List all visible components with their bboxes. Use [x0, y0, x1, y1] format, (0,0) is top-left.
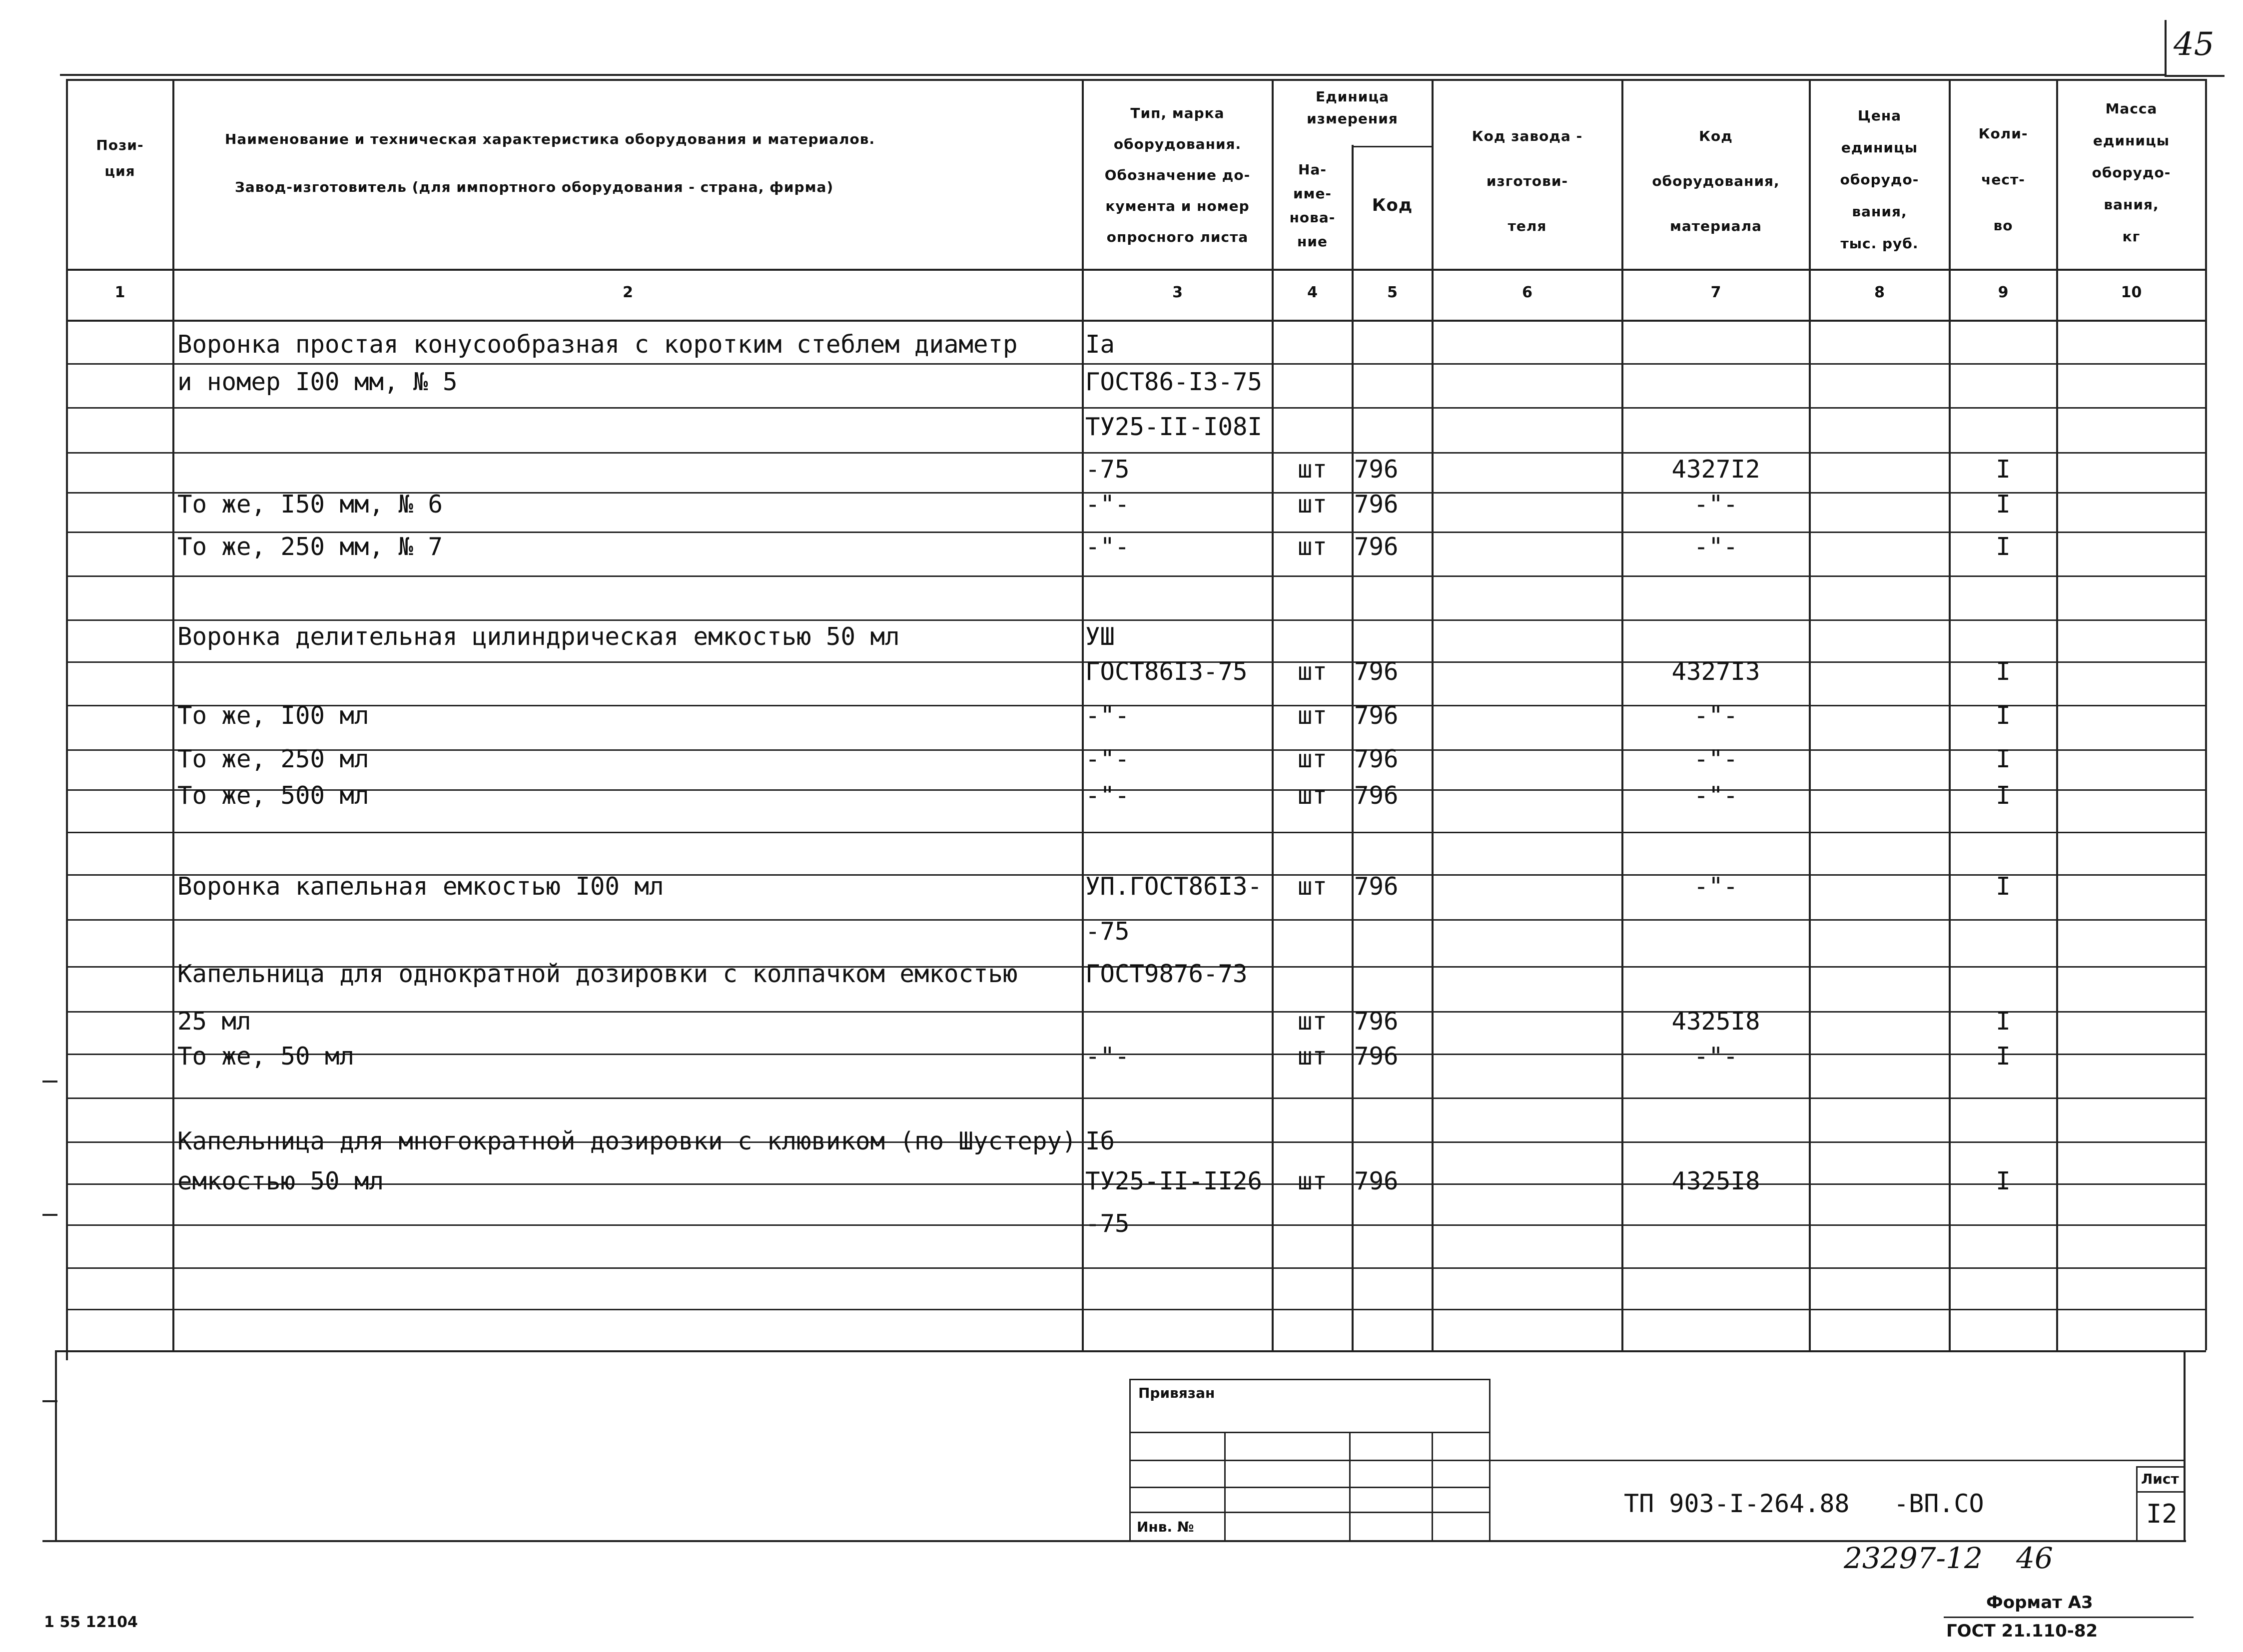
row-divider — [67, 1224, 2206, 1226]
cell-unit: шт — [1297, 455, 1327, 484]
cell-type: ГОСТ9876-73 — [1085, 960, 1248, 988]
cell-name: То же, 250 мм, № 7 — [177, 533, 443, 561]
row-divider — [67, 1098, 2206, 1099]
row-divider — [67, 749, 2206, 751]
row-divider — [67, 1011, 2206, 1013]
row-divider — [67, 575, 2206, 577]
cell-unit-code: 796 — [1354, 781, 1399, 810]
col-number-1: 1 — [114, 284, 125, 301]
page-number-hand: 45 — [2174, 26, 2215, 63]
cell-type: Iа — [1085, 330, 1115, 359]
row-divider — [67, 407, 2206, 409]
cell-unit-code: 796 — [1354, 1167, 1399, 1195]
stamp-privyazan: Привязан — [1138, 1385, 1215, 1401]
cell-unit: шт — [1297, 701, 1327, 730]
hand-page: 46 — [2016, 1541, 2053, 1575]
cell-type: -"- — [1085, 533, 1130, 561]
col-number-7: 7 — [1710, 284, 1721, 301]
cell-equip-code: -"- — [1693, 872, 1738, 901]
cell-equip-code: 4327I3 — [1671, 657, 1760, 686]
header-col-equip-code: Код оборудования, материала — [1652, 128, 1780, 234]
cell-type: -"- — [1085, 745, 1130, 773]
cell-qty: I — [1996, 657, 2011, 686]
cell-type: -"- — [1085, 490, 1130, 519]
row-divider — [67, 452, 2206, 454]
row-divider — [67, 1267, 2206, 1269]
cell-type: -"- — [1085, 781, 1130, 810]
cell-type: ГОСТ86I3-75 — [1085, 657, 1248, 686]
doc-code: ТП 903-I-264.88 — [1624, 1489, 1850, 1518]
col-number-6: 6 — [1522, 284, 1532, 301]
cell-qty: I — [1996, 781, 2011, 810]
cell-qty: I — [1996, 490, 2011, 519]
table-left-border — [66, 79, 68, 1360]
col-number-9: 9 — [1998, 284, 2009, 301]
cell-unit: шт — [1297, 657, 1327, 686]
cell-type: -"- — [1085, 1042, 1130, 1071]
cell-name: То же, 500 мл — [177, 781, 369, 810]
header-col-position: Пози- ция — [96, 137, 144, 179]
list-label: Лист — [2141, 1471, 2179, 1487]
cell-equip-code: -"- — [1693, 781, 1738, 810]
cell-qty: I — [1996, 1007, 2011, 1036]
cell-equip-code: -"- — [1693, 745, 1738, 773]
cell-name: То же, I50 мм, № 6 — [177, 490, 443, 519]
cell-equip-code: 4325I8 — [1671, 1167, 1760, 1195]
cell-qty: I — [1996, 455, 2011, 484]
cell-name: Капельница для многократной дозировки с клювиком (по Шустеру) — [177, 1127, 1077, 1155]
header-col-unit-code: Код — [1372, 195, 1413, 215]
cell-unit-code: 796 — [1354, 872, 1399, 901]
cell-unit: шт — [1297, 533, 1327, 561]
col-number-8: 8 — [1874, 284, 1885, 301]
cell-name: Воронка капельная емкостью I00 мл — [177, 872, 664, 901]
cell-name: То же, I00 мл — [177, 701, 369, 730]
cell-type: -75 — [1085, 1209, 1130, 1238]
cell-unit-code: 796 — [1354, 1042, 1399, 1071]
cell-unit-code: 796 — [1354, 533, 1399, 561]
cell-qty: I — [1996, 872, 2011, 901]
cell-unit-code: 796 — [1354, 657, 1399, 686]
cell-name: То же, 50 мл — [177, 1042, 355, 1071]
cell-equip-code: -"- — [1693, 490, 1738, 519]
cell-unit: шт — [1297, 872, 1327, 901]
header-col-unit-group: Единица измерения — [1307, 88, 1398, 127]
cell-type: ТУ25-II-I08I — [1085, 413, 1263, 441]
cell-unit-code: 796 — [1354, 455, 1399, 484]
col-number-2: 2 — [623, 284, 633, 301]
row-divider — [67, 832, 2206, 833]
header-col-type: Тип, марка оборудования. Обозначение до- кумента и номер опросного листа — [1104, 105, 1251, 245]
cell-unit: шт — [1297, 781, 1327, 810]
cell-name: Капельница для однократной дозировки с колпачком емкостью — [177, 960, 1018, 988]
header-col-mass: Масса единицы оборудо- вания, кг — [2092, 100, 2171, 245]
gost-label: ГОСТ 21.110-82 — [1946, 1621, 2098, 1641]
row-divider — [67, 789, 2206, 791]
cell-qty: I — [1996, 533, 2011, 561]
cell-name: и номер I00 мм, № 5 — [177, 368, 458, 396]
cell-type: -75 — [1085, 917, 1130, 946]
cell-type: ГОСТ86-I3-75 — [1085, 368, 1263, 396]
row-divider — [67, 1054, 2206, 1055]
col-number-3: 3 — [1172, 284, 1183, 301]
cell-equip-code: -"- — [1693, 533, 1738, 561]
list-value: I2 — [2146, 1499, 2178, 1529]
row-divider — [67, 1309, 2206, 1310]
cell-qty: I — [1996, 1042, 2011, 1071]
row-divider — [67, 919, 2206, 921]
header-col-qty: Коли- чест- во — [1978, 125, 2028, 234]
cell-equip-code: -"- — [1693, 1042, 1738, 1071]
stamp-inv-number: Инв. № — [1137, 1519, 1194, 1535]
cell-name: Воронка делительная цилиндрическая емкостью 50 мл — [177, 622, 900, 651]
cell-name: Воронка простая конусообразная с коротким стеблем диаметр — [177, 330, 1018, 359]
cell-unit: шт — [1297, 490, 1327, 519]
cell-qty: I — [1996, 1167, 2011, 1195]
cell-type: -75 — [1085, 455, 1130, 484]
header-col-name-line2: Завод-изготовитель (для импортного оборудования - страна, фирма) — [235, 179, 834, 195]
cell-unit-code: 796 — [1354, 745, 1399, 773]
header-col-factory-code: Код завода - изготови- теля — [1472, 128, 1583, 234]
cell-unit-code: 796 — [1354, 1007, 1399, 1036]
hand-code: 23297-12 — [1844, 1541, 1983, 1575]
header-col-unit-name: На- име- нова- ние — [1289, 161, 1336, 250]
cell-qty: I — [1996, 701, 2011, 730]
col-number-10: 10 — [2121, 284, 2142, 301]
cell-equip-code: 4325I8 — [1671, 1007, 1760, 1036]
cell-unit: шт — [1297, 1042, 1327, 1071]
cell-type: -"- — [1085, 701, 1130, 730]
cell-name: То же, 250 мл — [177, 745, 369, 773]
cell-type: ТУ25-II-II26 — [1085, 1167, 1263, 1195]
cell-name: емкостью 50 мл — [177, 1167, 384, 1195]
header-col-name-line1: Наименование и техническая характеристика оборудования и материалов. — [225, 131, 875, 147]
cell-type: УШ — [1085, 622, 1115, 651]
doc-suffix: -ВП.СО — [1894, 1489, 1984, 1518]
cell-qty: I — [1996, 745, 2011, 773]
cell-unit: шт — [1297, 1167, 1327, 1195]
format-label: Формат А3 — [1986, 1593, 2093, 1613]
cell-name: 25 мл — [177, 1007, 251, 1036]
cell-equip-code: 4327I2 — [1671, 455, 1760, 484]
col-number-4: 4 — [1307, 284, 1318, 301]
cell-unit: шт — [1297, 1007, 1327, 1036]
col-number-5: 5 — [1387, 284, 1398, 301]
row-divider — [67, 705, 2206, 706]
left-code: 1 55 12104 — [44, 1614, 138, 1631]
row-divider — [67, 363, 2206, 365]
cell-unit: шт — [1297, 745, 1327, 773]
row-divider — [67, 619, 2206, 621]
cell-unit-code: 796 — [1354, 701, 1399, 730]
cell-type: Iб — [1085, 1127, 1115, 1155]
header-col-price: Цена единицы оборудо- вания, тыс. руб. — [1840, 107, 1919, 252]
cell-equip-code: -"- — [1693, 701, 1738, 730]
cell-unit-code: 796 — [1354, 490, 1399, 519]
cell-type: УП.ГОСТ86I3- — [1085, 872, 1263, 901]
